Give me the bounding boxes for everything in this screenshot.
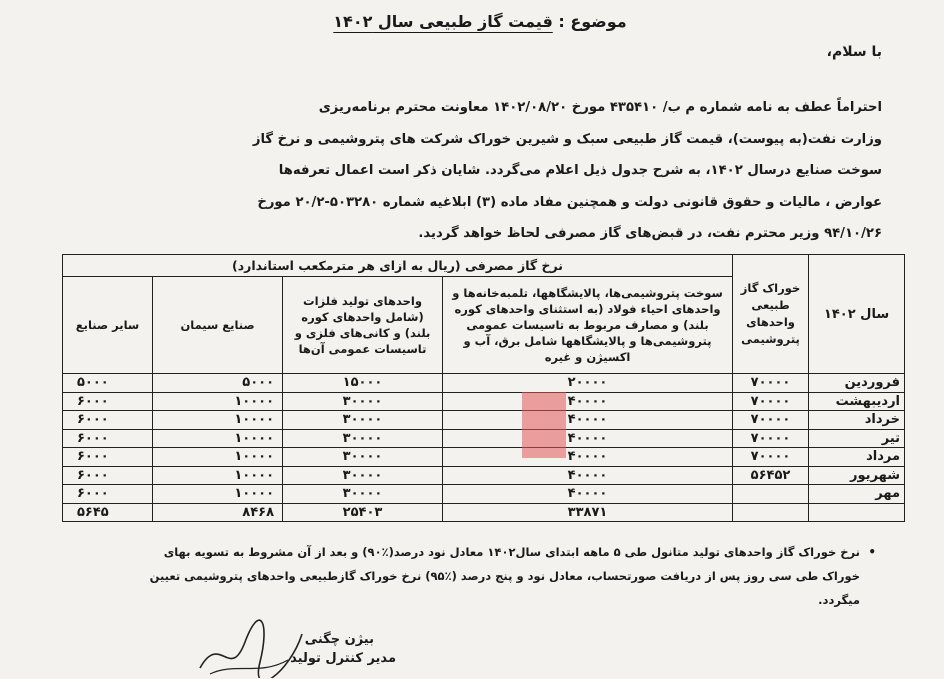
metal-header: واحدهای تولید فلزات (شامل واحدهای کوره بلند) و کانی‌های فلزی و تاسیسات عمومی آن‌ها xyxy=(283,277,443,374)
feed-cell: ۷۰۰۰۰ xyxy=(733,392,809,411)
year-header: سال ۱۴۰۲ xyxy=(809,255,905,374)
metal-cell: ۳۰۰۰۰ xyxy=(283,485,443,504)
other-cell: ۶۰۰۰ xyxy=(63,485,153,504)
feed-header: خوراک گاز طبیعی واحدهای پتروشیمی xyxy=(733,255,809,374)
metal-cell: ۳۰۰۰۰ xyxy=(283,392,443,411)
cement-cell: ۱۰۰۰۰ xyxy=(153,485,283,504)
month-cell: اردیبهشت xyxy=(809,392,905,411)
letter-subject xyxy=(330,12,630,31)
feed-cell: ۷۰۰۰۰ xyxy=(733,429,809,448)
month-cell: مرداد xyxy=(809,448,905,467)
feed-cell: ۷۰۰۰۰ xyxy=(733,411,809,430)
other-industries-header: سایر صنایع xyxy=(63,277,153,374)
feed-cell xyxy=(733,503,809,522)
cement-cell: ۱۰۰۰۰ xyxy=(153,448,283,467)
feed-cell: ۷۰۰۰۰ xyxy=(733,448,809,467)
note-line: میگردد. xyxy=(818,593,860,607)
metal-cell: ۳۰۰۰۰ xyxy=(283,411,443,430)
fuel-cell: ۲۰۰۰۰ xyxy=(443,374,733,393)
body-line: احتراماً عطف به نامه شماره م ب/ ۴۳۵۴۱۰ مورخ ۱۴۰۲/۰۸/۲۰ معاونت محترم برنامه‌ریزی xyxy=(318,100,882,115)
month-cell: شهریور xyxy=(809,466,905,485)
other-cell: ۵۰۰۰ xyxy=(63,374,153,393)
table-row xyxy=(63,374,905,393)
metal-cell: ۲۵۴۰۳ xyxy=(283,503,443,522)
fuel-cell: ۴۰۰۰۰ xyxy=(443,392,733,411)
signatory-title: مدیر کنترل تولید xyxy=(290,651,396,666)
bullet-icon: • xyxy=(868,545,876,559)
feed-cell xyxy=(733,485,809,504)
cement-cell: ۸۴۶۸ xyxy=(153,503,283,522)
table-row xyxy=(63,429,905,448)
body-line: سوخت صنایع درسال ۱۴۰۲، به شرح جدول ذیل اعلام می‌گردد. شایان ذکر است اعمال تعرفه‌ها xyxy=(278,163,882,178)
fuel-cell: ۳۳۸۷۱ xyxy=(443,503,733,522)
other-cell: ۶۰۰۰ xyxy=(63,466,153,485)
month-cell: خرداد xyxy=(809,411,905,430)
month-cell: فروردین xyxy=(809,374,905,393)
metal-cell: ۳۰۰۰۰ xyxy=(283,448,443,467)
note-line: نرخ خوراک گاز واحدهای تولید متانول طی ۵ ماهه ابتدای سال۱۴۰۲ معادل نود درصد(٪۹۰) و بعد از آن مشروط به تسویه بهای xyxy=(163,545,860,559)
other-cell: ۶۰۰۰ xyxy=(63,392,153,411)
month-cell: تیر xyxy=(809,429,905,448)
table-row xyxy=(63,503,905,522)
letter-body xyxy=(62,92,882,250)
metal-cell: ۱۵۰۰۰ xyxy=(283,374,443,393)
other-cell: ۶۰۰۰ xyxy=(63,429,153,448)
body-line: ۹۴/۱۰/۲۶ وزیر محترم نفت، در قبض‌های گاز مصرفی لحاظ خواهد گردید. xyxy=(418,226,882,241)
fuel-cell: ۴۰۰۰۰ xyxy=(443,466,733,485)
cement-header: صنایع سیمان xyxy=(153,277,283,374)
fuel-cell: ۴۰۰۰۰ xyxy=(443,448,733,467)
body-line: عوارض ، مالیات و حقوق قانونی دولت و همچنین مفاد ماده (۳) ابلاغیه شماره ۵۰۳۲۸۰-۲۰/۲ مورخ xyxy=(257,194,882,210)
gas-rates-table xyxy=(62,254,905,522)
table-row xyxy=(63,485,905,504)
subject-label: موضوع : xyxy=(558,12,627,31)
other-cell: ۵۶۴۵ xyxy=(63,503,153,522)
cement-cell: ۱۰۰۰۰ xyxy=(153,411,283,430)
footnote xyxy=(80,540,876,612)
fuel-cell: ۴۰۰۰۰ xyxy=(443,411,733,430)
metal-cell: ۳۰۰۰۰ xyxy=(283,429,443,448)
greeting: با سلام، xyxy=(826,44,882,60)
note-line: خوراک طی سی روز پس از دریافت صورتحساب، معادل نود و پنج درصد (٪۹۵) نرخ خوراک گازطبیعی واحدهای پتروشیمی تعیین xyxy=(149,569,860,583)
month-cell: مهر xyxy=(809,485,905,504)
feed-cell: ۵۶۴۵۲ xyxy=(733,466,809,485)
signatory-name: بیژن چگنی xyxy=(304,632,374,647)
other-cell: ۶۰۰۰ xyxy=(63,448,153,467)
fuel-cell: ۴۰۰۰۰ xyxy=(443,485,733,504)
other-cell: ۶۰۰۰ xyxy=(63,411,153,430)
fuel-cell: ۴۰۰۰۰ xyxy=(443,429,733,448)
feed-cell: ۷۰۰۰۰ xyxy=(733,374,809,393)
cement-cell: ۱۰۰۰۰ xyxy=(153,392,283,411)
cement-cell: ۵۰۰۰ xyxy=(153,374,283,393)
handwritten-signature xyxy=(190,612,310,678)
cement-cell: ۱۰۰۰۰ xyxy=(153,466,283,485)
table-row xyxy=(63,466,905,485)
subject-value: قیمت گاز طبیعی سال ۱۴۰۲ xyxy=(333,12,553,31)
metal-cell: ۳۰۰۰۰ xyxy=(283,466,443,485)
red-stamp-mark xyxy=(522,392,566,458)
table-row xyxy=(63,411,905,430)
body-line: وزارت نفت(به پیوست)، قیمت گاز طبیعی سبک و شیرین خوراک شرکت های پتروشیمی و نرخ گاز xyxy=(252,131,882,147)
fuel-header: سوخت پتروشیمی‌ها، پالایشگاهها، تلمبه‌خانه‌ها و واحدهای احیاء فولاد (به استثنای واحدهای کوره بلند) و مصارف مربوط به تاسیسات عمومی پتروشیمی‌ها و پالایشگاهها شامل برق، آب و اکسیژن و غیره xyxy=(443,277,733,374)
consumption-header: نرخ گاز مصرفی (ریال به ازای هر مترمکعب استاندارد) xyxy=(63,255,733,277)
table-row xyxy=(63,448,905,467)
cement-cell: ۱۰۰۰۰ xyxy=(153,429,283,448)
table-row xyxy=(63,392,905,411)
month-cell xyxy=(809,503,905,522)
